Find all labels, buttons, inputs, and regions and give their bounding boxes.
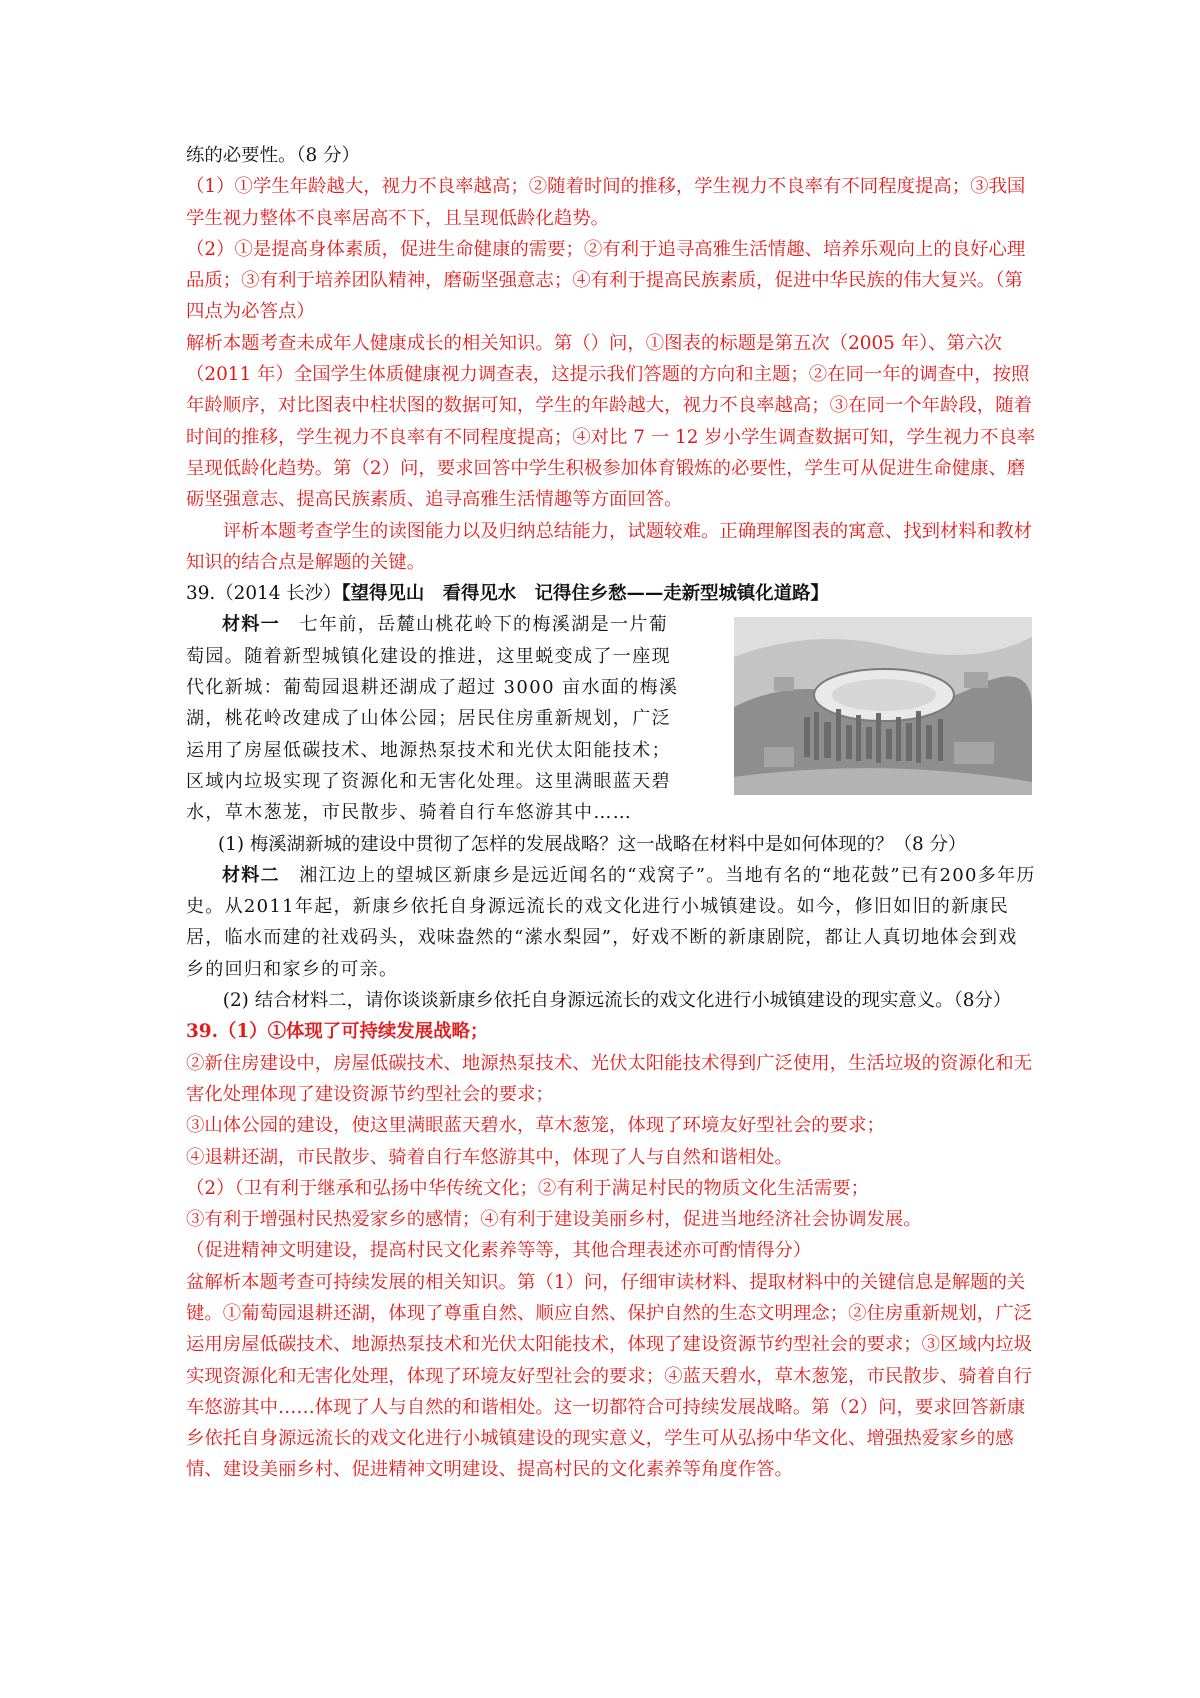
answer-39-line6: ③有利于增强村民热爱家乡的感情；④有利于建设美丽乡村，促进当地经济社会协调发展。 [186,1209,922,1231]
city-aerial-photo-drawing [734,617,1032,795]
material-one-block [186,609,1036,828]
material-one [186,609,686,828]
material-two [186,860,1036,985]
answer-39-line1 [186,1016,1036,1047]
question-number: 39.（2014 长沙） [186,583,342,605]
question-39-heading [186,578,1036,609]
answer-39-line3: ③山体公园的建设，使这里满眼蓝天碧水，草木葱笼，体现了环境友好型社会的要求； [186,1115,885,1137]
answer-39-line7: （促进精神文明建设，提高村民文化素养等等，其他合理表述亦可酌情得分） [186,1240,812,1262]
answer-39-line4: ④退耕还湖，市民散步、骑着自行车悠游其中，体现了人与自然和谐相处。 [186,1146,793,1168]
question-tail: 练的必要性。（8 分） [186,145,360,166]
material-one-label: 材料一 [222,614,281,636]
material-one-text: 七年前，岳麓山桃花岭下的梅溪湖是一片葡萄园。随着新型城镇化建设的推进，这里蜕变成了一座现代化新城：葡萄园退耕还湖成了超过 3000 亩水面的梅溪湖，桃花岭改建成了山体公园；居民住房重新规划，广泛运用了房屋低碳技术、地源热泵技术和光伏太阳能技术；区域内垃圾实现了资源化和无害化处理。这里满眼蓝天碧水，草木葱茏，市民散步、骑着自行车悠游其中…… [186,614,679,824]
city-aerial-photo [734,617,1032,795]
document-page [186,140,1036,1486]
material-two-text: 湘江边上的望城区新康乡是远近闻名的“戏窝子”。当地有名的“地花鼓”已有200多年历史。从2011年起，新康乡依托自身源远流长的戏文化进行小城镇建设。如今，修旧如旧的新康民居，临水而建的社戏码头，戏味盎然的“潆水梨园”，好戏不断的新康剧院，都让人真切地体会到戏乡的回归和家乡的可亲。 [186,864,1036,980]
answer-39-line2: ②新住房建设中，房屋低碳技术、地源热泵技术、光伏太阳能技术得到广泛使用，生活垃圾的资源化和无害化处理体现了建设资源节约型社会的要求； [186,1052,1032,1105]
answer-39-line5: （2）（卫有利于继承和弘扬中华传统文化；②有利于满足村民的物质文化生活需要； [186,1177,869,1199]
material-two-label: 材料二 [222,864,280,886]
answer-38-comment: 评析本题考查学生的读图能力以及归纳总结能力，试题较难。正确理解图表的寓意、找到材料和教材知识的结合点是解题的关键。 [186,520,1032,573]
question-39-part2: (2) 结合材料二，请你谈谈新康乡依托自身源远流长的戏文化进行小城镇建设的现实意义。（8分） [222,990,1012,1012]
question-39-part1: (1) 梅溪湖新城的建设中贯彻了怎样的发展战略？这一战略在材料中是如何体现的？（8 分） [218,833,967,855]
answer-39-number: 39.（1）①体现了可持续发展战略； [186,1021,489,1043]
answer-38-part1: （1）①学生年龄越大，视力不良率越高；②随着时间的推移，学生视力不良率有不同程度提高；③我国学生视力整体不良率居高不下，且呈现低龄化趋势。 [186,176,1026,229]
answer-38-part2: （2）①是提高身体素质，促进生命健康的需要；②有利于追寻高雅生活情趣、培养乐观向上的良好心理品质；③有利于培养团队精神，磨砺坚强意志；④有利于提高民族素质，促进中华民族的伟大复兴。（第四点为必答点） [186,238,1026,323]
answer-39-analysis: 盆解析本题考查可持续发展的相关知识。第（1）问，仔细审读材料、提取材料中的关键信息是解题的关键。①葡萄园退耕还湖，体现了尊重自然、顺应自然、保护自然的生态文明理念；②住房重新规划，广泛运用房屋低碳技术、地源热泵技术和光伏太阳能技术，体现了建设资源节约型社会的要求；③区域内垃圾实现资源化和无害化处理，体现了环境友好型社会的要求；④蓝天碧水，草木葱笼，市民散步、骑着自行车悠游其中……体现了人与自然的和谐相处。这一切都符合可持续发展战略。第（2）问，要求回答新康乡依托自身源远流长的戏文化进行小城镇建设的现实意义，学生可从弘扬中华文化、增强热爱家乡的感情、建设美丽乡村、促进精神文明建设、提高村民的文化素养等角度作答。 [186,1271,1032,1481]
question-title: 【望得见山 看得见水 记得住乡愁——走新型城镇化道路】 [341,583,829,605]
answer-38-analysis: 解析本题考查未成年人健康成长的相关知识。第（）问，①图表的标题是第五次（2005 年）、第六次（2011 年）全国学生体质健康视力调查表，这提示我们答题的方向和主题；②在同一年的调查中，按照年龄顺序，对比图表中柱状图的数据可知，学生的年龄越大，视力不良率越高；③在同一个年龄段，随着时间的推移，学生视力不良率有不同程度提高；④对比 7 一 12 岁小学生调查数据可知，学生视力不良率呈现低龄化趋势。第（2）问，要求回答中学生积极参加体育锻炼的必要性，学生可从促进生命健康、磨砺坚强意志、提高民族素质、追寻高雅生活情趣等方面回答。 [186,332,1036,511]
